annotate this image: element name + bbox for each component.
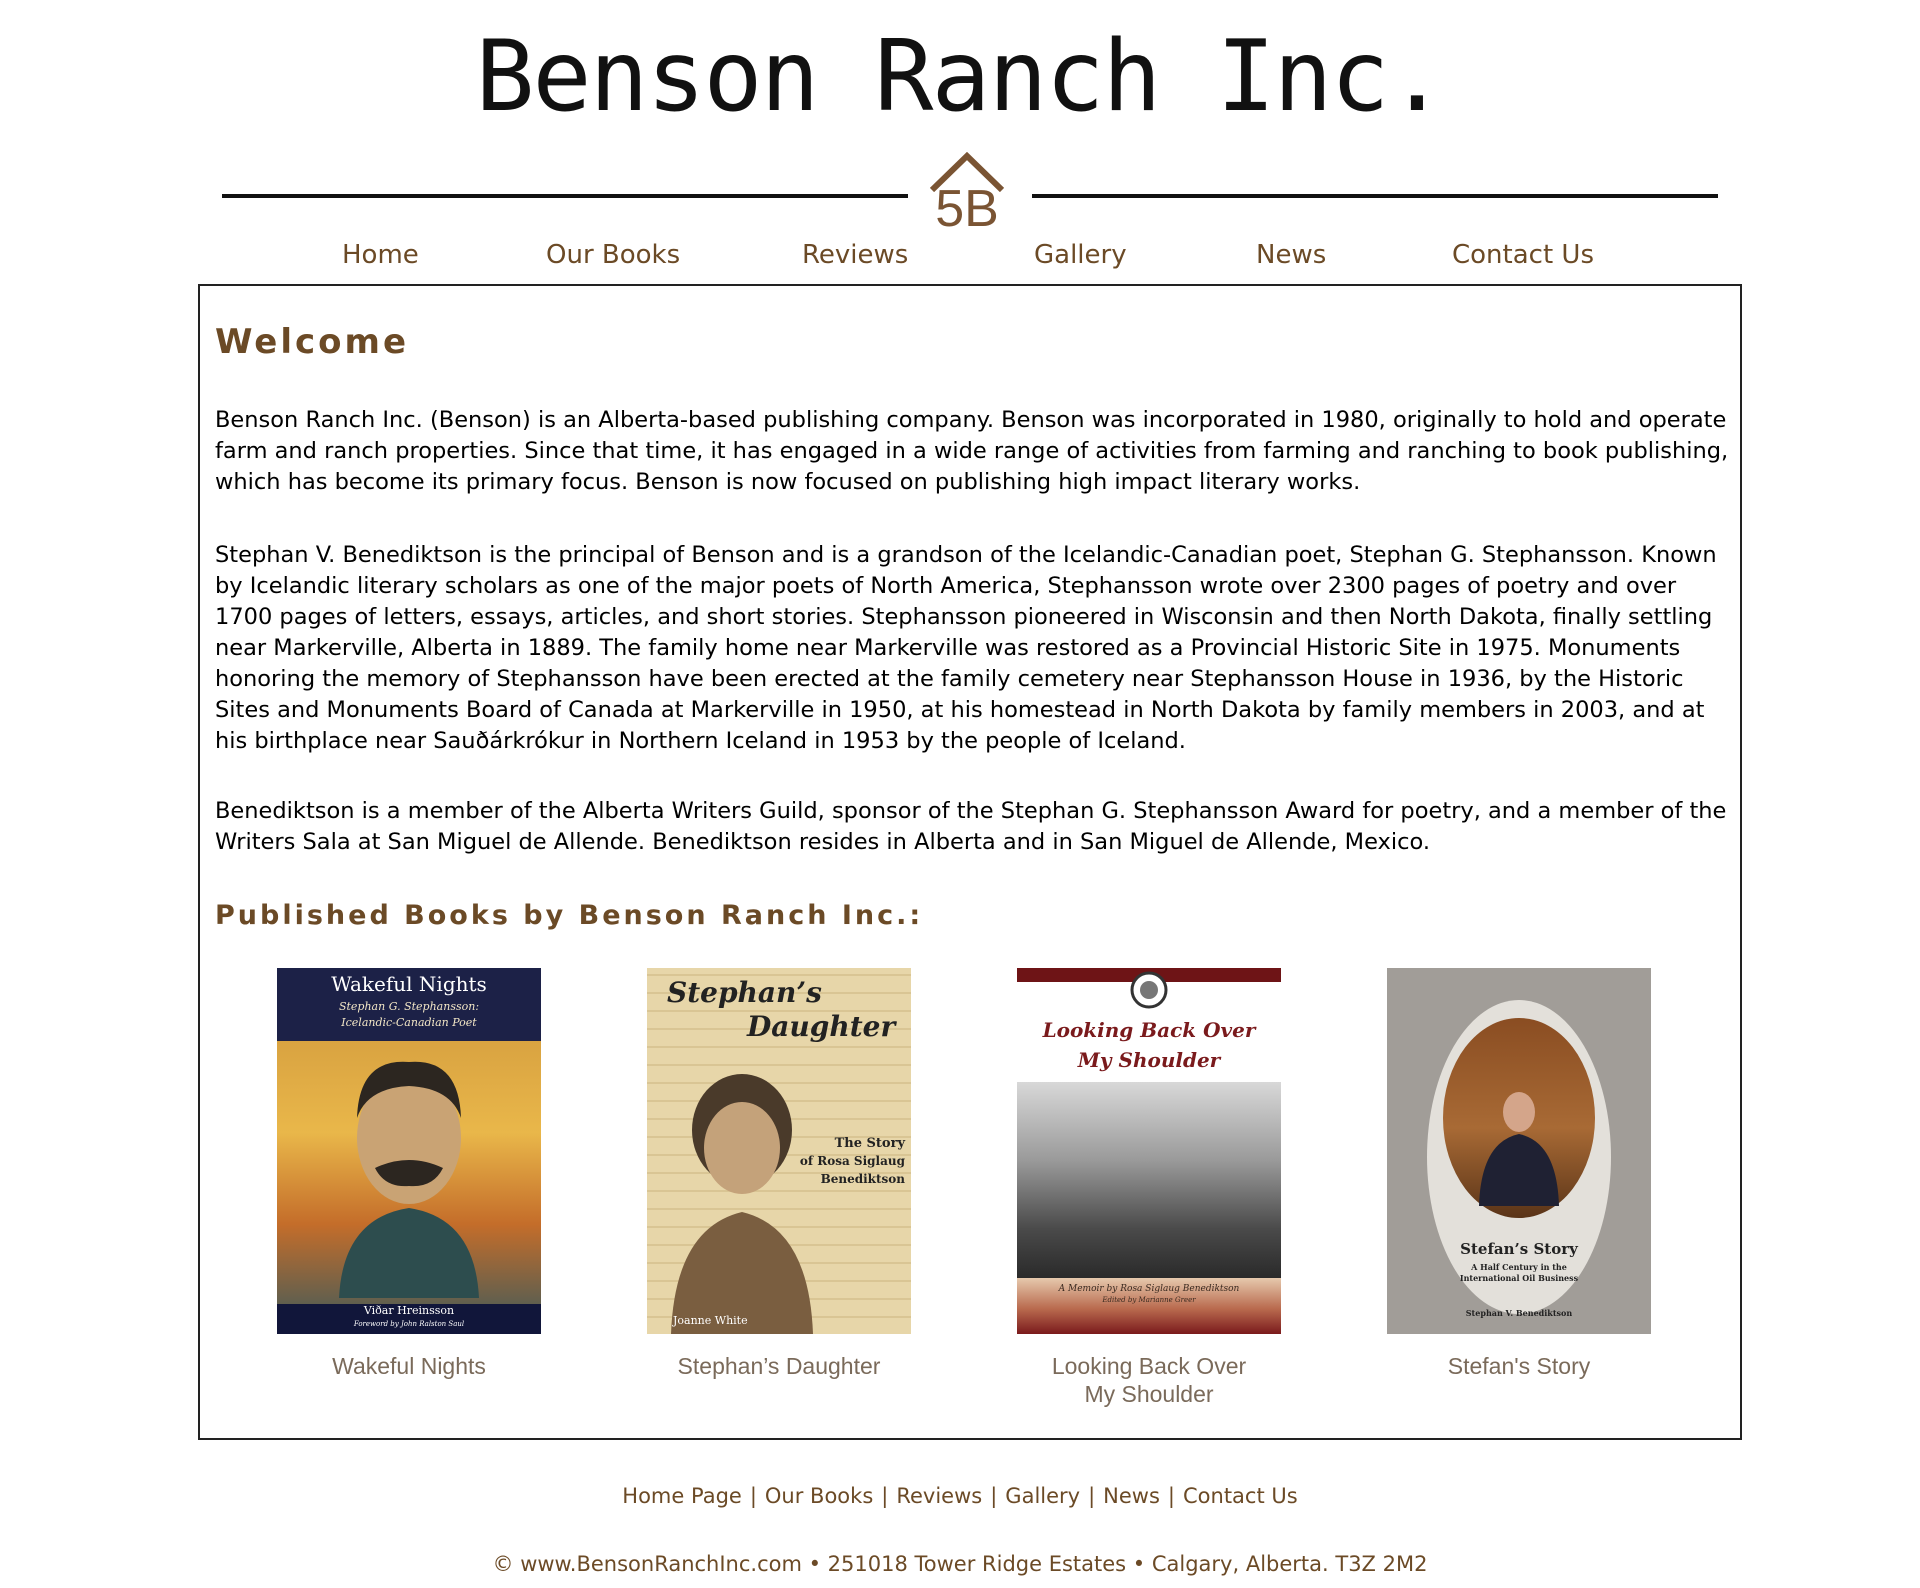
cover-author: Viðar Hreinsson xyxy=(363,1304,455,1317)
cover-subtitle-1: A Half Century in the xyxy=(1471,1262,1567,1272)
nav-gallery[interactable]: Gallery xyxy=(1034,240,1127,270)
book-stefans-story[interactable] xyxy=(1387,968,1651,1380)
cover-title-1: Stephan’s xyxy=(667,976,822,1009)
footer-link-news[interactable]: News xyxy=(1103,1484,1160,1508)
footer-separator: | xyxy=(881,1484,889,1508)
footer-link-our-books[interactable]: Our Books xyxy=(764,1484,874,1508)
nav-contact-us[interactable]: Contact Us xyxy=(1452,240,1594,270)
cover-subtitle-2: International Oil Business xyxy=(1459,1273,1579,1283)
footer-separator: | xyxy=(749,1484,757,1508)
cover-subtitle-2: Icelandic-Canadian Poet xyxy=(341,1016,477,1029)
site-title: Benson Ranch Inc. xyxy=(475,20,1445,134)
nav-our-books[interactable]: Our Books xyxy=(546,240,681,270)
main-nav xyxy=(0,240,1920,278)
portrait-photo xyxy=(1477,1086,1561,1206)
book-cover-looking-back[interactable] xyxy=(1017,968,1281,1334)
footer-link-home-page[interactable]: Home Page xyxy=(622,1484,742,1508)
book-cover-stefans-story[interactable] xyxy=(1387,968,1651,1334)
footer-separator: | xyxy=(990,1484,998,1508)
book-cover-wakeful-nights[interactable] xyxy=(277,968,541,1334)
content-box xyxy=(198,284,1742,1440)
cover-subtitle-3: Benediktson xyxy=(820,1172,905,1186)
book-caption-wakeful-nights[interactable]: Wakeful Nights xyxy=(332,1353,486,1379)
book-looking-back-over-my-shoulder[interactable] xyxy=(1017,968,1281,1408)
book-caption-line-2: My Shoulder xyxy=(1084,1381,1214,1407)
cover-title-2: Daughter xyxy=(747,1010,896,1043)
cover-photo xyxy=(1017,1082,1281,1278)
cover-subtitle-2: of Rosa Siglaug xyxy=(799,1154,905,1168)
cover-subtitle-1: Stephan G. Stephansson: xyxy=(338,1000,480,1013)
footer-link-gallery[interactable]: Gallery xyxy=(1005,1484,1081,1508)
cover-footer: A Memoir by Rosa Siglaug Benediktson xyxy=(1058,1284,1240,1294)
paragraph-about-stephansson: Stephan V. Benediktson is the principal of Benson and is a grandson of the Icelandic-Canadian poet, Stephan G. Stephansson. Known by Icelandic literary scholars as one of the major poets of North America, Stephansson wrote over 2300 pages of poetry and over 1700 pages of letters, essays, articles, and short stories. Stephansson pioneered in Wisconsin and then North Dakota, finally settling near Markerville, Alberta in 1889. The family home near Markerville was restored as a Provincial Historic Site in 1975. Monuments honoring the memory of Stephansson have been erected at the family cemetery near Stephansson House in 1936, by the Historic Sites and Monuments Board of Canada at Markerville in 1950, at his homestead in North Dakota by family members in 2003, and at his birthplace near Sauðárkrókur in Northern Iceland in 1953 by the people of Iceland. xyxy=(215,542,1717,754)
footer-separator: | xyxy=(1167,1484,1175,1508)
nav-reviews[interactable]: Reviews xyxy=(802,240,909,270)
emblem-icon xyxy=(1129,970,1169,1010)
book-cover-stephans-daughter[interactable] xyxy=(647,968,911,1334)
cover-author: Joanne White xyxy=(673,1314,748,1327)
published-books-heading: Published Books by Benson Ranch Inc.: xyxy=(215,900,924,931)
logo-text: 5B xyxy=(935,180,999,238)
footer-address: © www.BensonRanchInc.com • 251018 Tower Ridge Estates • Calgary, Alberta. T3Z 2M2 xyxy=(492,1552,1428,1576)
footer-separator: | xyxy=(1088,1484,1096,1508)
cover-title-1: Looking Back Over xyxy=(1042,1018,1256,1042)
cover-title: Stefan’s Story xyxy=(1460,1240,1578,1258)
footer-link-reviews[interactable]: Reviews xyxy=(896,1484,983,1508)
footer-nav xyxy=(0,1484,1920,1508)
header-rule-right xyxy=(1032,194,1718,198)
book-caption-looking-back[interactable] xyxy=(1017,1352,1281,1408)
cover-foreword: Foreword by John Ralston Saul xyxy=(353,1320,465,1328)
nav-home[interactable]: Home xyxy=(342,240,419,270)
cover-editor: Edited by Marianne Greer xyxy=(1102,1296,1196,1304)
cover-subtitle-1: The Story xyxy=(834,1136,905,1151)
cover-author: Stephan V. Benediktson xyxy=(1465,1308,1573,1318)
logo-5b[interactable] xyxy=(922,150,1012,240)
book-caption-stefans-story[interactable]: Stefan's Story xyxy=(1447,1353,1591,1379)
paragraph-about-benediktson: Benediktson is a member of the Alberta Writers Guild, sponsor of the Stephan G. Stephansson Award for poetry, and a member of the Writers Sala at San Miguel de Allende. Benediktson resides in Alberta and in San Miguel de Allende, Mexico. xyxy=(215,798,1727,855)
portrait-illustration xyxy=(319,1048,499,1298)
cover-title-2: My Shoulder xyxy=(1077,1048,1221,1072)
book-caption-stephans-daughter[interactable]: Stephan’s Daughter xyxy=(677,1353,881,1379)
cover-title: Wakeful Nights xyxy=(331,972,487,996)
footer-link-contact-us[interactable]: Contact Us xyxy=(1183,1484,1298,1508)
paragraph-about-benson: Benson Ranch Inc. (Benson) is an Alberta-based publishing company. Benson was incorporated in 1980, originally to hold and operate farm and ranch properties. Since that time, it has engaged in a wide range of activities from farming and ranching to book publishing, which has become its primary focus. Benson is now focused on publishing high impact literary works. xyxy=(215,407,1729,495)
header-rule-left xyxy=(222,194,908,198)
welcome-heading: Welcome xyxy=(215,322,410,362)
portrait-photo xyxy=(667,1052,817,1334)
nav-news[interactable]: News xyxy=(1256,240,1327,270)
book-caption-line-1: Looking Back Over xyxy=(1051,1353,1247,1379)
book-stephans-daughter[interactable] xyxy=(647,968,911,1380)
book-wakeful-nights[interactable] xyxy=(277,968,541,1380)
